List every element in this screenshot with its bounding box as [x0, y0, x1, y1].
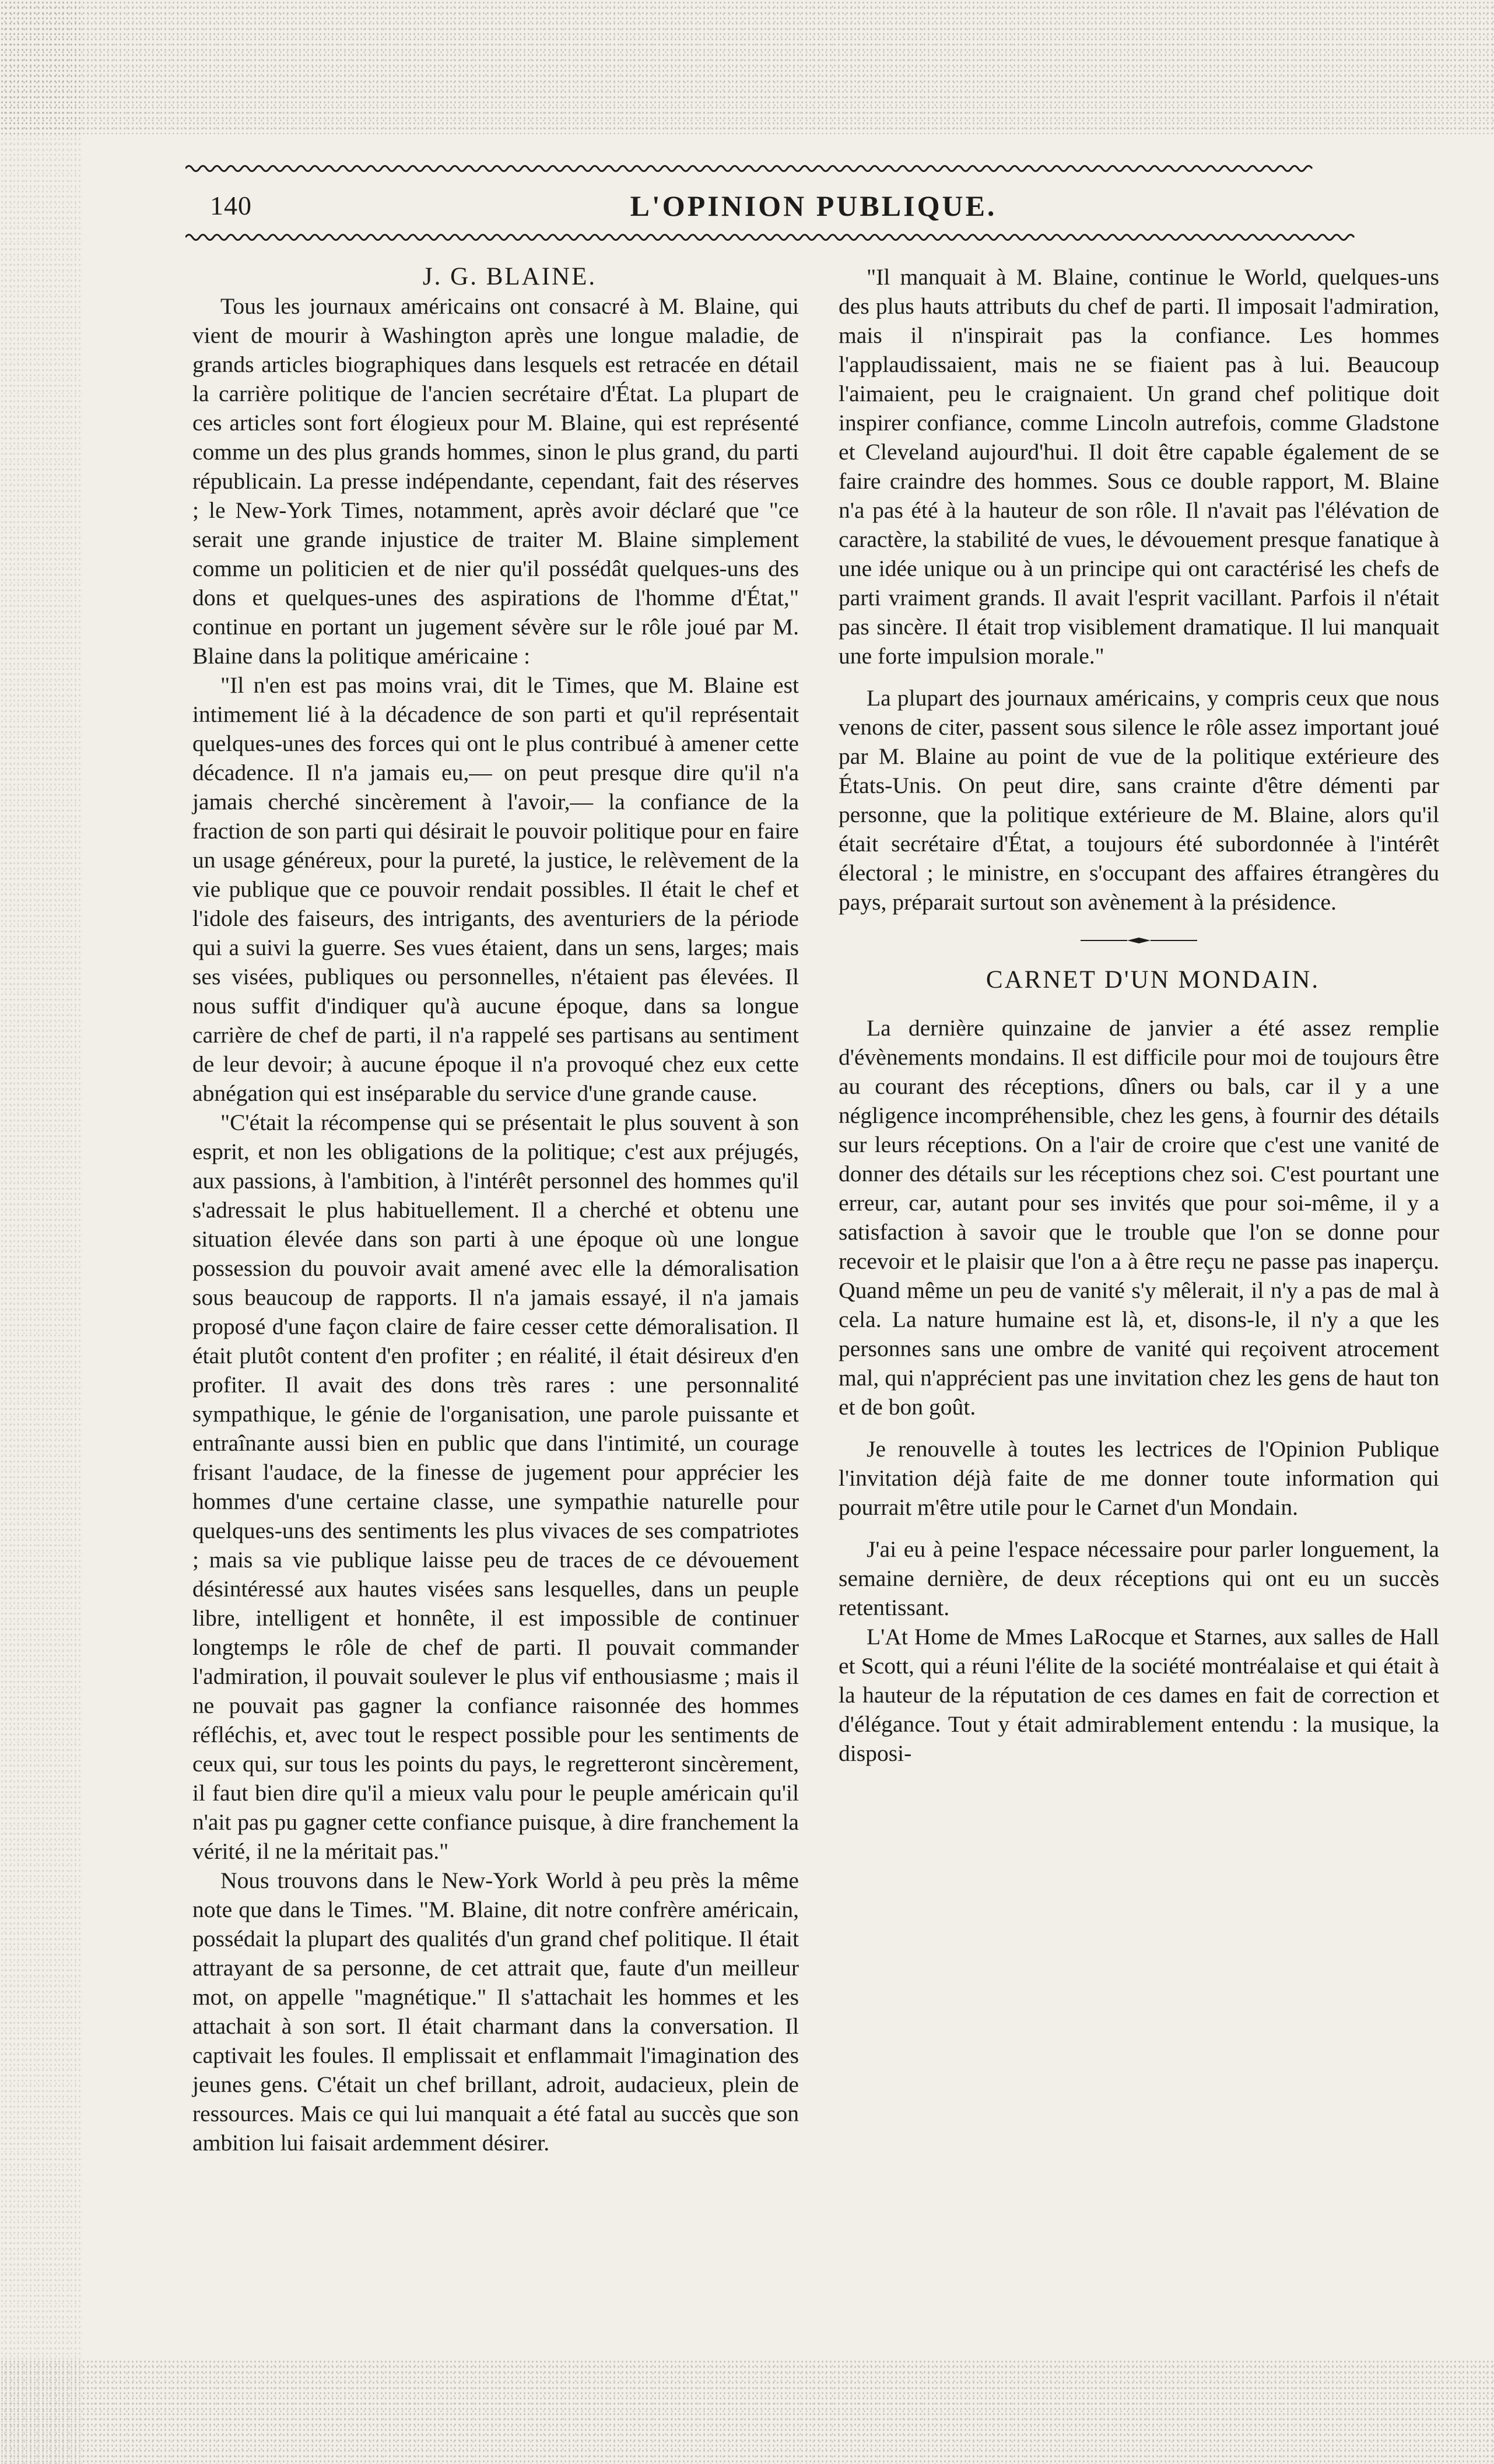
- header-wavy-rule-bottom: [185, 231, 1433, 244]
- paper-texture-top: [0, 0, 1494, 134]
- carnet-paragraph-2: Je renouvelle à toutes les lectrices de l'Opinion Publique l'invitation déjà faite de me donner toute information qui pourrait m'être utile pour le Carnet d'un Mondain.: [839, 1436, 1439, 1520]
- carnet-paragraph-3: J'ai eu à peine l'espace nécessaire pour parler longuement, la semaine dernière, de deux réceptions qui ont eu un succès retentissant.: [839, 1536, 1439, 1620]
- page-header: [210, 185, 1417, 226]
- blaine-paragraph-4: Nous trouvons dans le New-York World à peu près la même note que dans le Times. "M. Blaine, dit notre confrère américain, possédait la plupart des qualités d'un grand chef politique. Il était attrayant de sa personne, de cet attrait que, faute d'un meilleur mot, on appelle "magnétique." Il s'attachait les hommes et les attachait à son sort. Il était charmant dans la conversation. Il captivait les foules. Il emplissait et enflammait l'imagination des jeunes gens. C'était un chef brillant, adroit, audacieux, plein de ressources. Mais ce qui lui manquait a été fatal au succès que son ambition lui faisait ardemment désirer.: [192, 1868, 799, 2156]
- journal-title: L'OPINION PUBLIQUE.: [630, 189, 997, 222]
- header-wavy-rule-top: [185, 162, 1433, 175]
- blaine-title: J. G. BLAINE.: [422, 263, 597, 290]
- left-column: [192, 262, 799, 2157]
- section-divider: [1081, 936, 1197, 945]
- carnet-paragraph-1: La dernière quinzaine de janvier a été assez remplie d'évènements mondains. Il est difficile pour moi de toujours être au courant des réceptions, dîners ou bals, car il y a une négligence incompréhensible, chez les gens, à fournir des détails sur leurs réceptions. On a l'air de croire que c'est une vanité de donner des détails sur les réceptions chez soi. C'est pourtant une erreur, car, autant pour ses invités que pour soi-même, il y a satisfaction à savoir que le trouble que l'on se donne pour recevoir et le plaisir que l'on a à être reçu ne passe pas inaperçu. Quand même un peu de vanité s'y mêlerait, il n'y a pas de mal à cela. La nature humaine est là, et, disons-le, il n'y a que les personnes sans une ombre de vanité qui reçoivent atrocement mal, qui n'apprécient pas une invitation chez les gens de haut ton et de bon goût.: [839, 1015, 1439, 1420]
- page-number: 140: [210, 191, 252, 220]
- blaine-paragraph-3: "C'était la récompense qui se présentait le plus souvent à son esprit, et non les obligations de la politique; c'est aux préjugés, aux passions, à l'ambition, à l'intérêt personnel des hommes qu'il s'adressait le plus habituellement. Il a cherché et obtenu une situation élevée dans son parti à une époque où une longue possession du pouvoir avait amené avec elle la démoralisation sous beaucoup de rapports. Il n'a jamais essayé, il n'a jamais proposé d'une façon claire de faire cesser cette démoralisation. Il était plutôt content d'en profiter ; en réalité, il était désireux d'en profiter. Il avait des dons très rares : une personnalité sympathique, le génie de l'organisation, une parole puissante et entraînante aussi bien en public que dans l'intimité, un courage frisant l'audace, de la finesse de jugement pour apprécier les hommes d'une certaine classe, une sympathie naturelle pour quelques-uns des sentiments les plus vivaces de ses compatriotes ; mais sa vie publique laisse peu de traces de ce dévouement désintéressé aux hautes visées sans lesquelles, dans un peuple libre, intelligent et honnête, il est impossible de continuer longtemps le rôle de chef de parti. Il pouvait commander l'admiration, il pouvait soulever le plus vif enthousiasme ; mais il ne pouvait pas gagner la confiance raisonnée des hommes réfléchis, et, avec tout le respect possible pour les sentiments de ceux qui, sur tous les points du pays, le regretteront sincèrement, il faut bien dire qu'il a mieux valu pour le peuple américain qu'il n'ait pas pu gagner cette confiance puisque, à dire franchement la vérité, il ne la méritait pas.": [192, 1110, 799, 1864]
- carnet-paragraph-4: L'At Home de Mmes LaRocque et Starnes, aux salles de Hall et Scott, qui a réuni l'élite de la société montréalaise et qui était à la hauteur de la réputation de ces dames en fait de correction et d'élégance. Tout y était admirablement entendu : la musique, la disposi-: [839, 1624, 1439, 1766]
- paper-texture-bottom: [0, 2359, 1494, 2464]
- blaine-paragraph-2: "Il n'en est pas moins vrai, dit le Times, que M. Blaine est intimement lié à la décadence de son parti et qu'il représentait quelques-unes des forces qui ont le plus contribué à amener cette décadence. Il n'a jamais eu,— on peut presque dire qu'il n'a jamais cherché sincèrement à l'avoir,— la confiance de la fraction de son parti qui désirait le pouvoir politique pour en faire un usage généreux, pour la pureté, la justice, le relèvement de la vie publique que ce pouvoir rendait possibles. Il était le chef et l'idole des faiseurs, des intrigants, des aventuriers de la période qui a suivi la guerre. Ses vues étaient, dans un sens, larges; mais ses visées, publiques ou personnelles, n'étaient pas élevées. Il nous suffit d'indiquer qu'à aucune époque, dans sa longue carrière de chef de parti, il n'a rappelé ses partisans au sentiment de leur devoir; à aucune époque il n'a provoqué chez eux cette abnégation qui est inséparable du service d'une grande cause.: [192, 672, 799, 1106]
- blaine-paragraph-1: Tous les journaux américains ont consacré à M. Blaine, qui vient de mourir à Washington après une longue maladie, de grands articles biographiques dans lesquels est retracée en détail la carrière politique de l'ancien secrétaire d'État. La plupart de ces articles sont fort élogieux pour M. Blaine, qui est représenté comme un des plus grands hommes, sinon le plus grand, du parti républicain. La presse indépendante, cependant, fait des réserves ; le New-York Times, notamment, après avoir déclaré que "ce serait une grande injustice de traiter M. Blaine simplement comme un politicien et de nier qu'il possédât quelques-uns des dons et quelques-unes des aspirations de l'homme d'État," continue en portant un jugement sévère sur le rôle joué par M. Blaine dans la politique américaine :: [192, 293, 799, 669]
- blaine-paragraph-5: "Il manquait à M. Blaine, continue le World, quelques-uns des plus hauts attributs du chef de parti. Il imposait l'admiration, mais il n'inspirait pas la confiance. Les hommes l'applaudissaient, mais ne se fiaient pas à lui. Beaucoup l'aimaient, peu le craignaient. Un grand chef politique doit inspirer confiance, comme Lincoln autrefois, comme Gladstone et Cleveland aujourd'hui. Il doit être capable également de se faire craindre des hommes. Sous ce double rapport, M. Blaine n'a pas été à la hauteur de son rôle. Il n'avait pas l'élévation de caractère, la stabilité de vues, le dévouement presque fanatique à une idée unique ou à un principe qui ont caractérisé les chefs de parti vraiment grands. Il avait l'esprit vacillant. Parfois il n'était pas sincère. Il était trop visiblement dramatique. Il lui manquait une forte impulsion morale.": [839, 264, 1439, 669]
- paper-texture-left: [0, 0, 82, 2464]
- blaine-paragraph-6: La plupart des journaux américains, y compris ceux que nous venons de citer, passent sous silence le rôle assez important joué par M. Blaine au point de vue de la politique extérieure des États-Unis. On peut dire, sans crainte d'être démenti par personne, que la politique extérieure de M. Blaine, alors qu'il était secrétaire d'État, a toujours été subordonnée à l'intérêt électoral ; le ministre, en s'occupant des affaires étrangères du pays, préparait surtout son avènement à la présidence.: [839, 685, 1439, 915]
- right-column: [839, 262, 1439, 1768]
- carnet-title: CARNET D'UN MONDAIN.: [986, 966, 1320, 994]
